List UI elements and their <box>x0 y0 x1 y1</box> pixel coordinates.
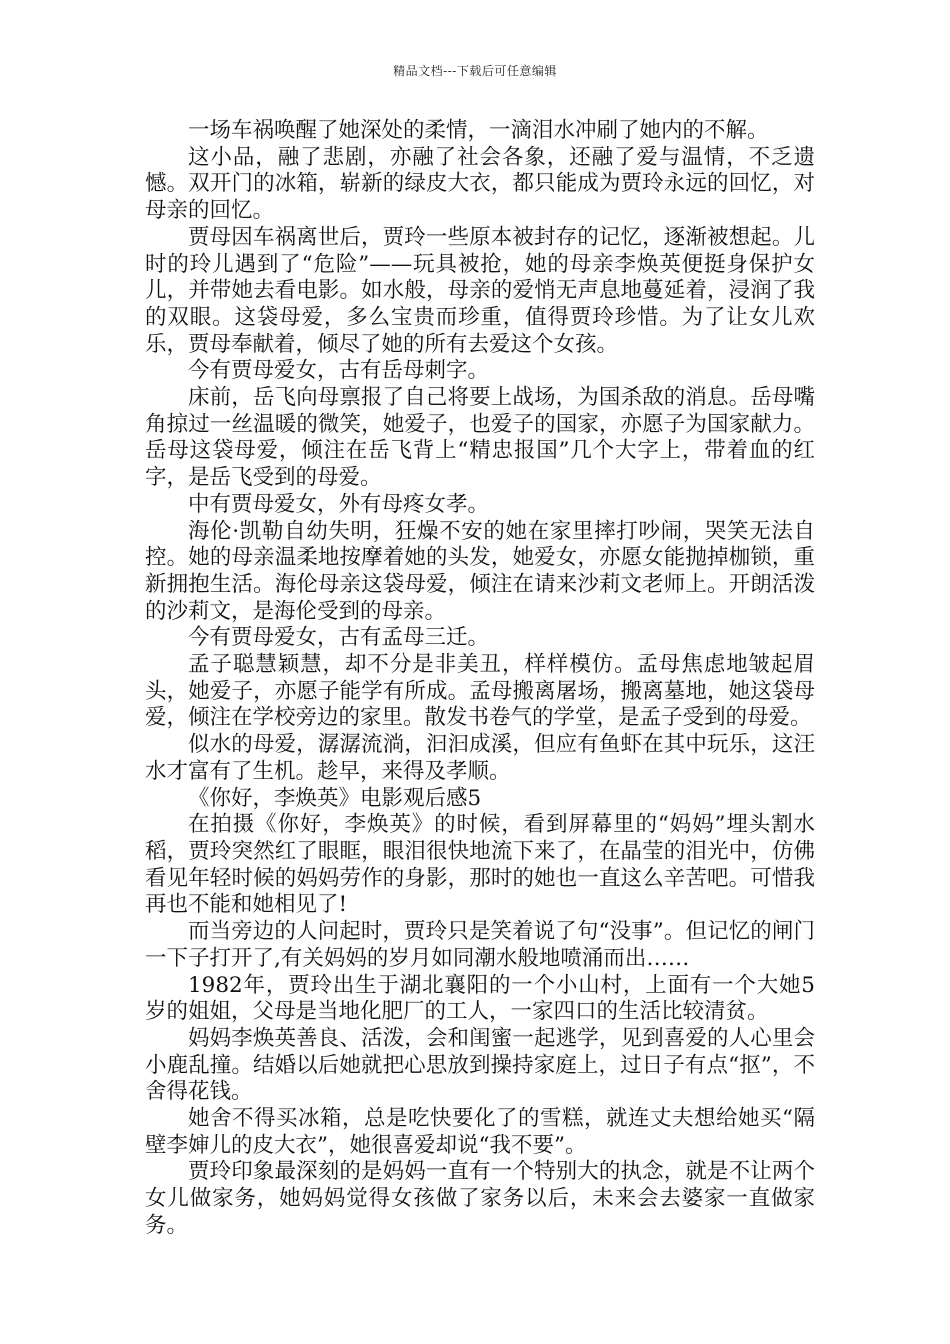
paragraph: 在拍摄《你好，李焕英》的时候，看到屏幕里的“妈妈”埋头割水稻，贾玲突然红了眼眶，眼泪很快地流下来了，在晶莹的泪光中，仿佛看见年轻时候的妈妈劳作的身影，那时的她也一直这么辛苦吧。可惜我再也不能和她相见了! <box>145 812 815 918</box>
paragraph: 而当旁边的人问起时，贾玲只是笑着说了句“没事”。但记忆的闸门一下子打开了,有关妈妈的岁月如同潮水般地喷涌而出…… <box>145 919 815 971</box>
paragraph: 贾母因车祸离世后，贾玲一些原本被封存的记忆，逐渐被想起。儿时的玲儿遇到了“危险”——玩具被抢，她的母亲李焕英便挺身保护女儿，并带她去看电影。如水般，母亲的爱悄无声息地蔓延着，浸润了我的双眼。这袋母爱，多么宝贵而珍重，值得贾玲珍惜。为了让女儿欢乐，贾母奉献着，倾尽了她的所有去爱这个女孩。 <box>145 224 815 357</box>
paragraph: 贾玲印象最深刻的是妈妈一直有一个特别大的执念，就是不让两个女儿做家务，她妈妈觉得女孩做了家务以后，未来会去婆家一直做家务。 <box>145 1159 815 1238</box>
paragraph: 一场车祸唤醒了她深处的柔情，一滴泪水冲刷了她内的不解。 <box>188 118 769 143</box>
paragraph: 中有贾母爱女，外有母疼女孝。 <box>188 491 490 517</box>
paragraph: 今有贾母爱女，古有岳母刺字。 <box>188 358 490 384</box>
paragraph: 孟子聪慧颖慧，却不分是非美丑，样样模仿。孟母焦虑地皱起眉头，她爱子，亦愿子能学有所成。孟母搬离屠场，搬离墓地，她这袋母爱，倾注在学校旁边的家里。散发书卷气的学堂，是孟子受到的母爱。 <box>145 652 815 731</box>
paragraph: 床前，岳飞向母禀报了自己将要上战场，为国杀敌的消息。岳母嘴角掠过一丝温暖的微笑，她爱子，也爱子的国家，亦愿子为国家献力。岳母这袋母爱，倾注在岳飞背上“精忠报国”几个大字上，带着血的红字，是岳飞受到的母爱。 <box>145 385 815 491</box>
paragraph: 海伦·凯勒自幼失明，狂燥不安的她在家里摔打吵闹，哭笑无法自控。她的母亲温柔地按摩着她的头发，她爱女，亦愿女能抛掉枷锁，重新拥抱生活。海伦母亲这袋母爱，倾注在请来沙莉文老师上。开朗活泼的沙莉文，是海伦受到的母亲。 <box>145 518 815 624</box>
paragraph: 她舍不得买冰箱，总是吃快要化了的雪糕，就连丈夫想给她买“隔壁李婶儿的皮大衣”，她很喜爱却说“我不要”。 <box>145 1106 815 1158</box>
document-body <box>145 118 815 1240</box>
page-header: 精品文档---下载后可任意编辑 <box>393 64 557 78</box>
paragraph: 今有贾母爱女，古有孟母三迁。 <box>188 625 490 651</box>
section-title: 《你好，李焕英》电影观后感5 <box>188 785 482 811</box>
paragraph: 似水的母爱，潺潺流淌，汩汩成溪，但应有鱼虾在其中玩乐，这汪水才富有了生机。趁早，来得及孝顺。 <box>145 732 815 784</box>
paragraph: 这小品，融了悲剧，亦融了社会各象，还融了爱与温情，不乏遗憾。双开门的冰箱，崭新的绿皮大衣，都只能成为贾玲永远的回忆，对母亲的回忆。 <box>145 144 815 224</box>
paragraph: 1982年，贾玲出生于湖北襄阳的一个小山村，上面有一个大她5岁的姐姐，父母是当地化肥厂的工人，一家四口的生活比较清贫。 <box>145 972 815 1025</box>
paragraph: 妈妈李焕英善良、活泼，会和闺蜜一起逃学，见到喜爱的人心里会小鹿乱撞。结婚以后她就把心思放到操持家庭上，过日子有点“抠”，不舍得花钱。 <box>145 1025 815 1105</box>
